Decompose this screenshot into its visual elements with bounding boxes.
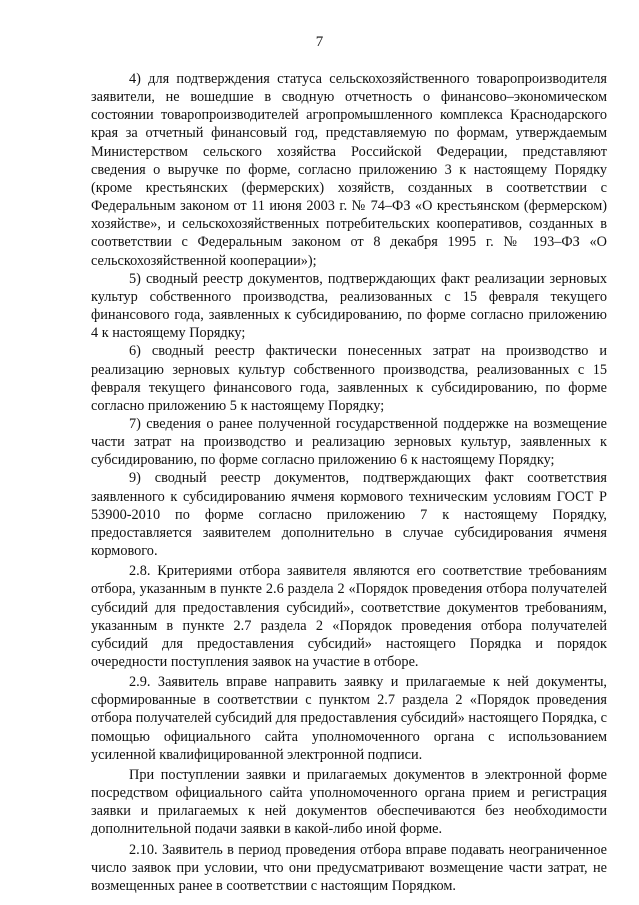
paragraph-item-5: 5) сводный реестр документов, подтверждающих факт реализации зерновых культур собственного производства, реализованных с 15 февраля текущего финансового года, заявленных к субсидированию, по форме согласно приложению 4 к настоящему Порядку; xyxy=(91,270,607,342)
page-number: 7 xyxy=(315,34,324,50)
paragraph-item-6: 6) сводный реестр фактически понесенных затрат на производство и реализацию зерновых культур собственного производства, реализованных с 15 февраля текущего финансового года, заявленных к субсидированию, по форме согласно приложению 5 к настоящему Порядку; xyxy=(91,343,607,414)
paragraph-section-2-10: 2.10. Заявитель в период проведения отбора вправе подавать неограниченное число заявок при условии, что они предусматривают возмещение части затрат, не возмещенных ранее в соответствии с настоящим Порядком. xyxy=(91,841,607,894)
paragraph-section-2-8: 2.8. Критериями отбора заявителя являются его соответствие требованиям отбора, указанным в пункте 2.6 раздела 2 «Порядок проведения отбора получателей субсидий для предоставления субсидий», соответствие документов требованиям, указанным в пункте 2.7 раздела 2 «Порядок проведения отбора получателей субсидий для предоставления субсидий» настоящего Порядка и порядок очередности поступления заявок на участие в отборе. xyxy=(91,563,607,670)
paragraph-section-2-9: 2.9. Заявитель вправе направить заявку и прилагаемые к ней документы, сформированные в соответствии с пунктом 2.7 раздела 2 «Порядок проведения отбора получателей субсидий для предоставления субсидий» настоящего Порядка, с помощью официального сайта уполномоченного органа с использованием усиленной квалифицированной электронной подписи. xyxy=(91,674,607,763)
paragraph-item-7: 7) сведения о ранее полученной государственной поддержке на возмещение части затрат на производство и реализацию зерновых культур, заявленных к субсидированию, по форме согласно приложению 6 к настоящему Порядку; xyxy=(91,415,607,469)
paragraph-item-9: 9) сводный реестр документов, подтверждающих факт соответствия заявленного к субсидированию ячменя кормового техническим условиям ГОСТ Р 53900-2010 по форме согласно приложению 7 к настоящему Порядку, предоставляется заявителем дополнительно в случае субсидирования ячменя кормового. xyxy=(91,470,607,560)
document-body xyxy=(91,70,607,895)
paragraph-item-4: 4) для подтверждения статуса сельскохозяйственного товаропроизводителя заявители, не вошедшие в сводную отчетность о финансово–экономическом состоянии товаропроизводителей агропромышленного комплекса Краснодарского края за отчетный финансовый год, представляемую по формам, утверждаемым Министерством сельского хозяйства Российской Федерации, представляют сведения о выручке по форме, согласно приложению 3 к настоящему Порядку (кроме крестьянских (фермерских) хозяйств, созданных в соответствии с Федеральным законом от 11 июня 2003 г. № 74–ФЗ «О крестьянском (фермерском) хозяйстве», и сельскохозяйственных потребительских кооперативов, созданных в соответствии с Федеральным законом от 8 декабря 1995 г. № 193–ФЗ «О сельскохозяйственной кооперации»); xyxy=(91,71,607,269)
paragraph-electronic-submission: При поступлении заявки и прилагаемых документов в электронной форме посредством официального сайта уполномоченного органа прием и регистрация заявки и прилагаемых к ней документов обеспечиваются без необходимости дополнительной подачи заявки в какой-либо иной форме. xyxy=(91,766,607,838)
